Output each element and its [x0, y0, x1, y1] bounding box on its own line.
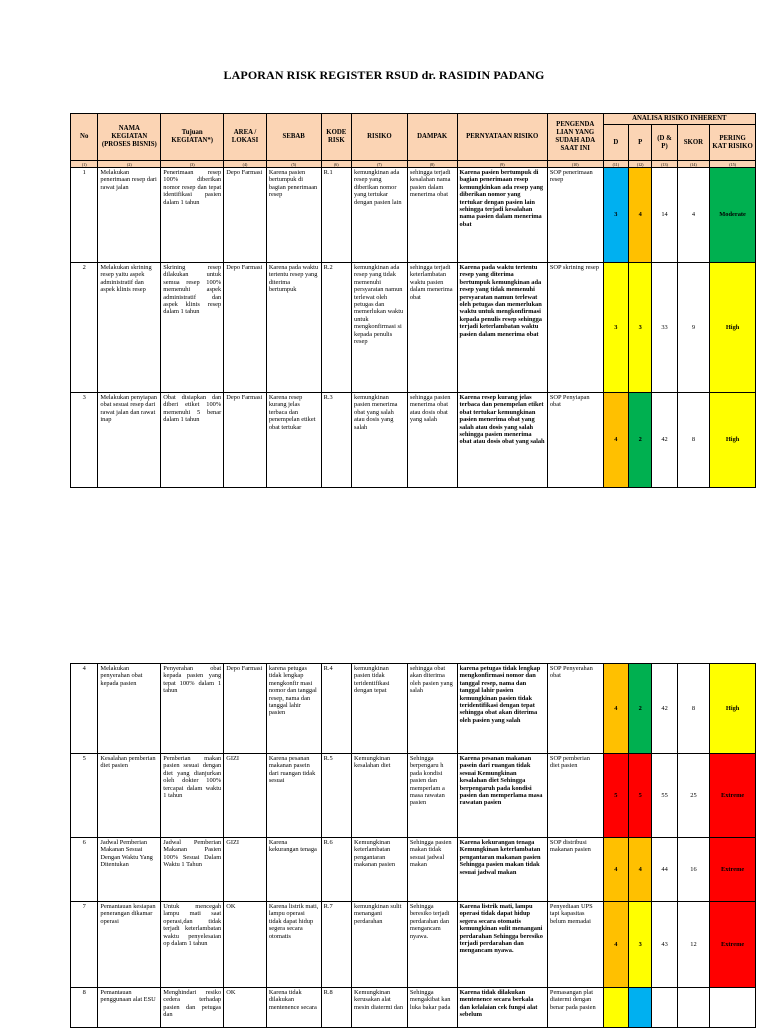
cell-area: Depo Farmasi — [224, 263, 267, 393]
cell-risiko: Kemungkinan keterlambatan pengantaran makanan pasien — [352, 838, 408, 902]
cell-peringkat: Extreme — [710, 838, 756, 902]
column-index: (7) — [352, 161, 408, 168]
cell-pernyataan: Karena kekurangan tenaga Kemungkinan keterlambatan pengantaran makanan pasien Sehingga pasien makan tidak sesuai jadwal makan — [457, 838, 547, 902]
risk-register-table-page-1 — [70, 113, 756, 488]
cell-peringkat: High — [710, 664, 756, 754]
cell-no: 6 — [71, 838, 98, 902]
cell-pengendalian: SOP pemberian diet pasien — [547, 754, 603, 838]
cell-dampak: Sehingga pasien makan tidak sesuai jadwal makan — [407, 838, 457, 902]
cell-sebab: Karena listrik mati, lampu operasi tidak dapat hidup segera secara otomatis — [266, 902, 321, 988]
cell-nama: Pemantauan kesiapan penerangan dikamar operasi — [98, 902, 161, 988]
cell-tujuan: Pemberian makan pasien sesuai dengan diet yang dianjurkan oleh dokter 100% tercapai dalam waktu 1 tahun — [161, 754, 224, 838]
cell-sebab: Karena kekurangan tenaga — [266, 838, 321, 902]
risk-register-table-page-2 — [70, 663, 756, 1028]
cell-risiko: kemungkinan pasien menerima obat yang salah atau dosis yang salah — [352, 393, 408, 488]
cell-nama: Kesalahan pemberian diet pasien — [98, 754, 161, 838]
column-index: (5) — [266, 161, 321, 168]
table-row — [71, 754, 756, 838]
cell-tujuan: Penyerahan obat kepada pasien yang tepat 100% dalam 1 tahun — [161, 664, 224, 754]
column-index: (4) — [224, 161, 267, 168]
header-p: P — [629, 125, 652, 161]
cell-p: 2 — [629, 393, 652, 488]
cell-sebab: Karena pada waktu tertentu resep yang diterima bertumpuk — [266, 263, 321, 393]
column-index-row — [71, 161, 756, 168]
cell-d: 3 — [603, 168, 628, 263]
cell-d: 3 — [603, 263, 628, 393]
cell-dampak: sehingga terjadi keterlambatan waktu pasien dalam menerima obat — [407, 263, 457, 393]
cell-dp: 33 — [652, 263, 677, 393]
table-row — [71, 988, 756, 1028]
cell-tujuan: Penerimaan resep 100% diberikan nomor resep dan tepat identifikasi pasien dalam 1 tahun — [161, 168, 224, 263]
cell-peringkat: High — [710, 263, 756, 393]
cell-sebab: Karena tidak dilakukan mentenence secara — [266, 988, 321, 1028]
cell-dp — [652, 988, 677, 1028]
cell-d: 4 — [603, 664, 628, 754]
cell-pernyataan: karena petugas tidak lengkap mengkonfirmasi nomor dan tanggal resep, nama dan tanggal lahir pasien kemungkinan pasien tidak teridentifikasi dengan tepat sehingga obat akan diterima oleh pasien yang salah — [457, 664, 547, 754]
column-index: (12) — [629, 161, 652, 168]
cell-dp: 43 — [652, 902, 677, 988]
cell-p — [629, 988, 652, 1028]
cell-no: 3 — [71, 393, 98, 488]
cell-sebab: karena petugas tidak lengkap mengkonfir masi nomor dan tanggal resep, nama dan tanggal lahir pasien — [266, 664, 321, 754]
cell-no: 1 — [71, 168, 98, 263]
column-index: (11) — [603, 161, 628, 168]
cell-sebab: Karena pesanan makanan pasein dari ruangan tidak sesuai — [266, 754, 321, 838]
header-nama-kegiatan: NAMA KEGIATAN (PROSES BISNIS) — [98, 114, 161, 161]
cell-d: 4 — [603, 393, 628, 488]
cell-p: 3 — [629, 902, 652, 988]
cell-pernyataan: Karena pesanan makanan pasein dari ruangan tidak sesuai Kemungkinan kesalahan diet Sehingga berpengaruh pada kondisi pasien dan memperlama masa rawatan pasien — [457, 754, 547, 838]
cell-skor — [677, 988, 709, 1028]
cell-pernyataan: Karena pada waktu tertentu resep yang diterima bertumpuk kemungkinan ada resep yang tidak memenuhi persyaratan namun terlewat oleh petugas dan memerlukan waktu untuk mengkonfirmasi kepada penulis resep sehingga terjadi keterlambatan waktu pasien dalam menerima obat — [457, 263, 547, 393]
cell-dampak: Sehingga berpengaru h pada kondisi pasien dan memperlam a masa rawatan pasien — [407, 754, 457, 838]
header-risiko: RISIKO — [352, 114, 408, 161]
cell-peringkat: Moderate — [710, 168, 756, 263]
column-index: (10) — [547, 161, 603, 168]
cell-pernyataan: Karena listrik mati, lampu operasi tidak dapat hidup segera secara otomatis kemungkinan sulit menangani perdarahan Sehingga beresiko terjadi perdarahan dan mengancam nyawa. — [457, 902, 547, 988]
cell-risiko: kemungkinan pasien tidak teridentifikasi dengan tepat — [352, 664, 408, 754]
cell-dampak: sehingga terjadi kesalahan nama pasien dalam menerima obat — [407, 168, 457, 263]
cell-d: 4 — [603, 902, 628, 988]
column-index: (13) — [652, 161, 677, 168]
cell-area: Depo Farmasi — [224, 393, 267, 488]
column-index: (3) — [161, 161, 224, 168]
header-skor: SKOR — [677, 125, 709, 161]
header-sebab: SEBAB — [266, 114, 321, 161]
column-index: (2) — [98, 161, 161, 168]
cell-area: OK — [224, 988, 267, 1028]
cell-skor: 9 — [677, 263, 709, 393]
cell-pernyataan: Karena tidak dilakukan mentenence secara berkala dan kelalaian cek fungsi alat sebelum — [457, 988, 547, 1028]
cell-peringkat — [710, 988, 756, 1028]
cell-no: 4 — [71, 664, 98, 754]
cell-nama: Melakukan penerimaan resep dari rawat jalan — [98, 168, 161, 263]
cell-risiko: Kemungkinan kerusakan alat mesin diatermi dan — [352, 988, 408, 1028]
header-area: AREA / LOKASI — [224, 114, 267, 161]
cell-skor: 8 — [677, 664, 709, 754]
cell-nama: Jadwal Pemberian Makanan Sesuai Dengan Waktu Yang Ditentukan — [98, 838, 161, 902]
cell-no: 8 — [71, 988, 98, 1028]
cell-nama: Pemantauan penggunaan alat ESU — [98, 988, 161, 1028]
header-pernyataan-risiko: PERNYATAAN RISIKO — [457, 114, 547, 161]
cell-area: GIZI — [224, 838, 267, 902]
header-d: D — [603, 125, 628, 161]
cell-area: GIZI — [224, 754, 267, 838]
report-title: LAPORAN RISK REGISTER RSUD dr. RASIDIN PADANG — [223, 68, 545, 82]
table-row — [71, 393, 756, 488]
cell-pengendalian: SOP Penyerahan obat — [547, 664, 603, 754]
cell-kode: R.7 — [321, 902, 351, 988]
table-row — [71, 263, 756, 393]
cell-sebab: Karena pasien bertumpuk di bagian penerimaan resep — [266, 168, 321, 263]
table-row — [71, 168, 756, 263]
cell-skor: 12 — [677, 902, 709, 988]
table-row — [71, 838, 756, 902]
cell-nama: Melakukan penyiapan obat sesuai resep dari rawat jalan dan rawat inap — [98, 393, 161, 488]
cell-no: 2 — [71, 263, 98, 393]
cell-tujuan: Untuk mencegah lampu mati saat operasi,dan tidak terjadi keterlambatan waktu penyelesaian op dalam 1 tahun — [161, 902, 224, 988]
table-row — [71, 902, 756, 988]
cell-dp: 42 — [652, 664, 677, 754]
cell-risiko: Kemungkinan kesalahan diet — [352, 754, 408, 838]
cell-p: 2 — [629, 664, 652, 754]
cell-dp: 14 — [652, 168, 677, 263]
column-index: (14) — [677, 161, 709, 168]
column-index: (15) — [710, 161, 756, 168]
header-pengendalian: PENGENDA LIAN YANG SUDAH ADA SAAT INI — [547, 114, 603, 161]
cell-tujuan: Jadwal Pemberian Makanan Pasien 100% Sesuai Dalam Waktu 1 Tahun — [161, 838, 224, 902]
cell-no: 7 — [71, 902, 98, 988]
cell-area: Depo Farmasi — [224, 168, 267, 263]
cell-skor: 8 — [677, 393, 709, 488]
cell-nama: Melakukan penyerahan obat kepada pasien — [98, 664, 161, 754]
cell-pengendalian: SOP penerimaan resep — [547, 168, 603, 263]
cell-risiko: kemungkinan sulit menangani perdarahan — [352, 902, 408, 988]
cell-pernyataan: Karena pasien bertumpuk di bagian penerimaan resep kemungkinkan ada resep yang diberikan nomor yang tertukar dengan pasien lain sehingga terjadi kesalahan nama pasien dalam menerima obat — [457, 168, 547, 263]
cell-kode: R.2 — [321, 263, 351, 393]
cell-kode: R.5 — [321, 754, 351, 838]
cell-p: 4 — [629, 838, 652, 902]
cell-dampak: sehingga obat akan diterima oleh pasien yang salah — [407, 664, 457, 754]
cell-d: 4 — [603, 838, 628, 902]
cell-d — [603, 988, 628, 1028]
cell-skor: 4 — [677, 168, 709, 263]
cell-kode: R.4 — [321, 664, 351, 754]
column-index: (9) — [457, 161, 547, 168]
cell-area: Depo Farmasi — [224, 664, 267, 754]
header-kode-risk: KODE RISK — [321, 114, 351, 161]
cell-kode: R.6 — [321, 838, 351, 902]
header-dp: (D & P) — [652, 125, 677, 161]
cell-no: 5 — [71, 754, 98, 838]
cell-d: 5 — [603, 754, 628, 838]
cell-risiko: kemungkinan ada resep yang tidak memenuhi persyaratan namun terlewat oleh petugas dan memerlukan waktu untuk mengkonfirmasi si kepada penulis resep — [352, 263, 408, 393]
cell-tujuan: Obat disiapkan dan diberi etiket 100% memenuhi 5 benar dalam 1 tahun — [161, 393, 224, 488]
header-dampak: DAMPAK — [407, 114, 457, 161]
cell-sebab: Karena resep kurang jelas terbaca dan penempelan etiket obat tertukar — [266, 393, 321, 488]
cell-dampak: sehingga pasien menerima obat atau dosis obat yang salah — [407, 393, 457, 488]
cell-dp: 42 — [652, 393, 677, 488]
column-index: (1) — [71, 161, 98, 168]
cell-peringkat: Extreme — [710, 902, 756, 988]
cell-kode: R.3 — [321, 393, 351, 488]
cell-dampak: Sehingga beresiko terjadi perdarahan dan mengancam nyawa. — [407, 902, 457, 988]
cell-pengendalian: SOP Penyiapan obat — [547, 393, 603, 488]
cell-skor: 25 — [677, 754, 709, 838]
column-index: (6) — [321, 161, 351, 168]
cell-pengendalian: Pemasangan plat diatermi dengan benar pada pasien — [547, 988, 603, 1028]
cell-p: 4 — [629, 168, 652, 263]
cell-risiko: kemungkinan ada resep yang diberikan nomor yang tertukar dengan pasien lain — [352, 168, 408, 263]
cell-pernyataan: Karena resep kurang jelas terbaca dan penempelan etiket obat tertukar kemungkinan pasien menerima obat yang salah atau dosis yang salah sehingga pasien menerima obat atau dosis obat yang salah — [457, 393, 547, 488]
header-tujuan: Tujuan KEGIATAN*) — [161, 114, 224, 161]
header-analisa-risiko: ANALISA RISIKO INHERENT — [603, 114, 755, 125]
cell-dp: 44 — [652, 838, 677, 902]
cell-kode: R.8 — [321, 988, 351, 1028]
cell-dp: 55 — [652, 754, 677, 838]
cell-p: 5 — [629, 754, 652, 838]
cell-tujuan: Menghindari resiko cedera terhadap pasien dan petugas dan — [161, 988, 224, 1028]
cell-dampak: Sehingga mengakibat kan luka bakar pada — [407, 988, 457, 1028]
cell-area: OK — [224, 902, 267, 988]
cell-skor: 16 — [677, 838, 709, 902]
cell-peringkat: Extreme — [710, 754, 756, 838]
cell-pengendalian: SOP skrining resep — [547, 263, 603, 393]
cell-p: 3 — [629, 263, 652, 393]
column-index: (8) — [407, 161, 457, 168]
cell-tujuan: Skrining resep dilakukan untuk semua resep 100% memenuhi aspek administratif dan aspek klinis resep dalam 1 tahun — [161, 263, 224, 393]
cell-pengendalian: Penyediaan UPS tapi kapasitas belum memadai — [547, 902, 603, 988]
table-row — [71, 664, 756, 754]
cell-nama: Melakukan skrining resep yaitu aspek administratif dan aspek klinis resep — [98, 263, 161, 393]
cell-peringkat: High — [710, 393, 756, 488]
header-no: No — [71, 114, 98, 161]
cell-pengendalian: SOP distribusi makanan pasien — [547, 838, 603, 902]
header-peringkat: PERING KAT RISIKO — [710, 125, 756, 161]
cell-kode: R.1 — [321, 168, 351, 263]
